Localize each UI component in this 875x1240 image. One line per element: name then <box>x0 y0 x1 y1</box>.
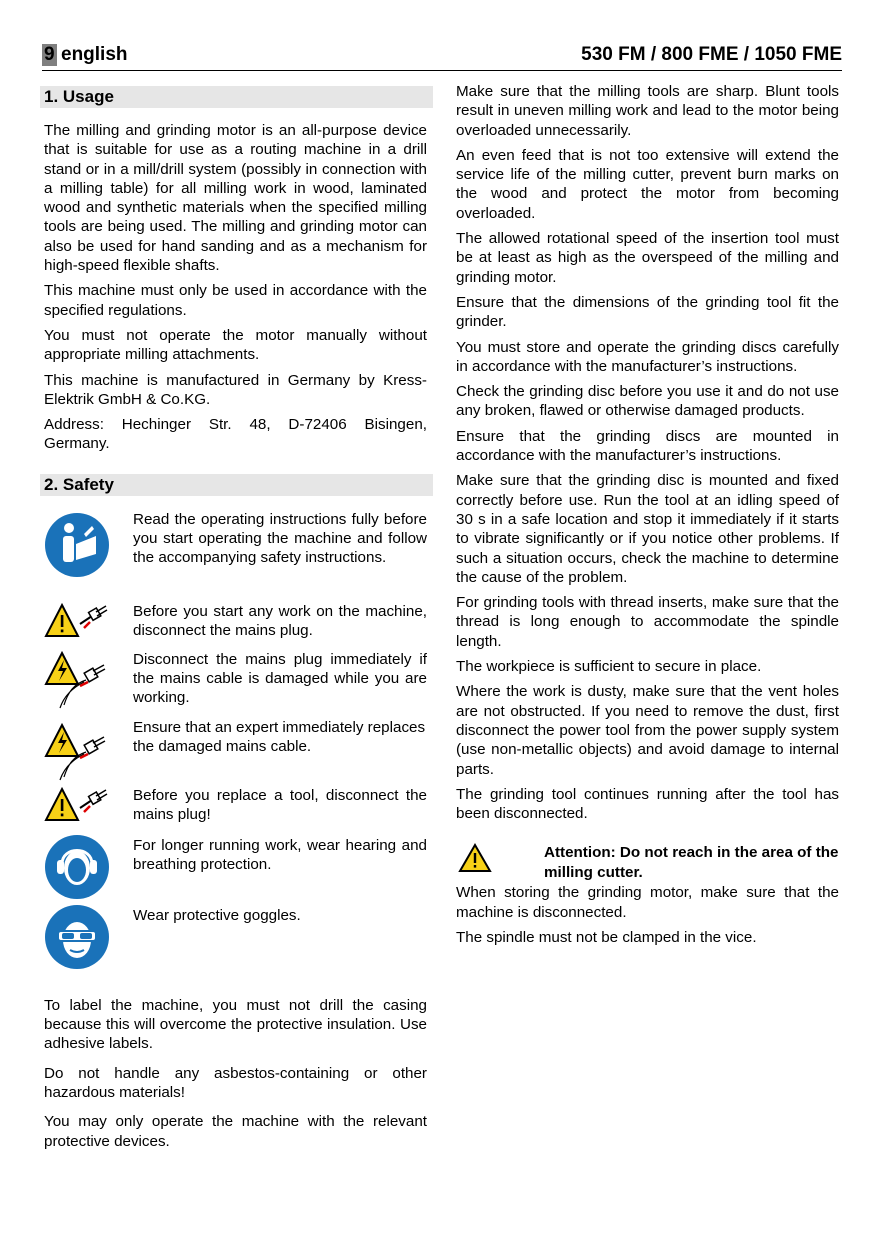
right-paragraph: You must store and operate the grinding discs carefully in accordance with the manufacturer’s instructions. <box>456 338 839 375</box>
section-title-usage: 1. Usage <box>40 86 433 108</box>
right-paragraph: Where the work is dusty, make sure that the vent holes are not obstructed. If you need to remove the dust, first disconnect the power tool from the power supply system (use non-metallic objects) and avoid damage to internal parts. <box>456 683 839 778</box>
safety-item-text: For longer running work, wear hearing and breathing protection. <box>133 836 427 874</box>
safety-item <box>44 602 427 650</box>
usage-paragraph: The milling and grinding motor is an all-purpose device that is suitable for use as a routing machine in a drill stand or in a mill/drill system (possibly in connection with a milling table) for all milling work in wood, laminated wood and synthetic materials when the specified milling tools are being used. The milling and grinding motor can also be used for hand sanding and as a mechanism for high-speed flexible shafts. <box>44 122 427 275</box>
safety-item <box>44 904 427 990</box>
page-header <box>42 44 842 71</box>
attention-text: Attention: Do not reach in the area of the milling cutter. <box>544 844 839 881</box>
safety-item <box>44 834 427 904</box>
right-paragraph: Make sure that the milling tools are sharp. Blunt tools result in uneven milling work and lead to the motor being overloaded unnecessarily. <box>456 83 839 139</box>
goggles-icon <box>44 904 110 970</box>
safety-item <box>44 786 427 834</box>
safety-item <box>44 510 427 602</box>
model-names: 530 FM / 800 FME / 1050 FME <box>581 44 842 65</box>
right-paragraph: Ensure that the grinding discs are mounted in accordance with the manufacturer’s instructions. <box>456 427 839 465</box>
safety-paragraph: To label the machine, you must not drill the casing because this will overcome the protective insulation. Use adhesive labels. <box>44 996 427 1053</box>
safety-paragraph: Do not handle any asbestos-containing or other hazardous materials! <box>44 1064 427 1101</box>
right-paragraph: An even feed that is not too extensive will extend the service life of the milling cutter, prevent burn marks on the wood and protect the motor from becoming overloaded. <box>456 146 839 222</box>
usage-paragraph: This machine is manufactured in Germany by Kress-Elektrik GmbH & Co.KG. <box>44 371 427 408</box>
right-paragraph: The spindle must not be clamped in the vice. <box>456 928 757 946</box>
usage-paragraph: This machine must only be used in accordance with the specified regulations. <box>44 282 427 319</box>
left-column <box>44 86 427 1157</box>
safety-item-text: Disconnect the mains plug immediately if the mains cable is damaged while you are working. <box>133 650 427 707</box>
warning-icon <box>458 843 492 873</box>
right-paragraph: When storing the grinding motor, make sure that the machine is disconnected. <box>456 884 839 921</box>
usage-paragraph: Address: Hechinger Str. 48, D-72406 Bisingen, Germany. <box>44 416 427 453</box>
section-title-safety: 2. Safety <box>40 474 433 496</box>
safety-item-text: Before you replace a tool, disconnect the mains plug! <box>133 786 427 824</box>
right-paragraph: Check the grinding disc before you use it and do not use any broken, flawed or otherwise damaged products. <box>456 383 839 420</box>
right-column <box>456 82 839 953</box>
warning-unplug-icon <box>44 786 110 826</box>
right-paragraph: The grinding tool continues running after the tool has been disconnected. <box>456 785 839 823</box>
safety-item-text: Before you start any work on the machine, disconnect the mains plug. <box>133 602 427 640</box>
safety-paragraph: You may only operate the machine with the relevant protective devices. <box>44 1113 427 1150</box>
warning-damaged-cable-icon <box>44 650 110 712</box>
warning-damaged-cable-icon <box>44 722 110 784</box>
hearing-protection-icon <box>44 834 110 900</box>
right-paragraph: The allowed rotational speed of the insertion tool must be at least as high as the overspeed of the milling and grinding motor. <box>456 230 839 286</box>
right-paragraph: The workpiece is sufficient to secure in place. <box>456 658 762 676</box>
right-paragraph: For grinding tools with thread inserts, make sure that the thread is long enough to accommodate the spindle length. <box>456 594 839 650</box>
safety-item-text: Ensure that an expert immediately replaces the damaged mains cable. <box>133 718 426 756</box>
language-label: english <box>61 44 128 65</box>
safety-item <box>44 718 427 786</box>
read-manual-icon <box>44 512 110 578</box>
usage-paragraph: You must not operate the motor manually without appropriate milling attachments. <box>44 326 427 364</box>
right-paragraph: Ensure that the dimensions of the grinding tool fit the grinder. <box>456 293 839 331</box>
safety-item-text: Wear protective goggles. <box>133 906 301 924</box>
page-number: 9 <box>44 44 55 65</box>
right-paragraph: Make sure that the grinding disc is mounted and fixed correctly before use. Run the tool at an idling speed of 30 s in a safe location and stop it immediately if it starts to vibrate significantly or if you notice other problems. If such a situation occurs, check the machine to determine the cause of the problem. <box>456 472 839 586</box>
attention-note <box>456 843 839 883</box>
safety-item <box>44 650 427 718</box>
safety-item-text: Read the operating instructions fully before you start operating the machine and follow the accompanying safety instructions. <box>133 510 427 567</box>
warning-unplug-icon <box>44 602 110 642</box>
